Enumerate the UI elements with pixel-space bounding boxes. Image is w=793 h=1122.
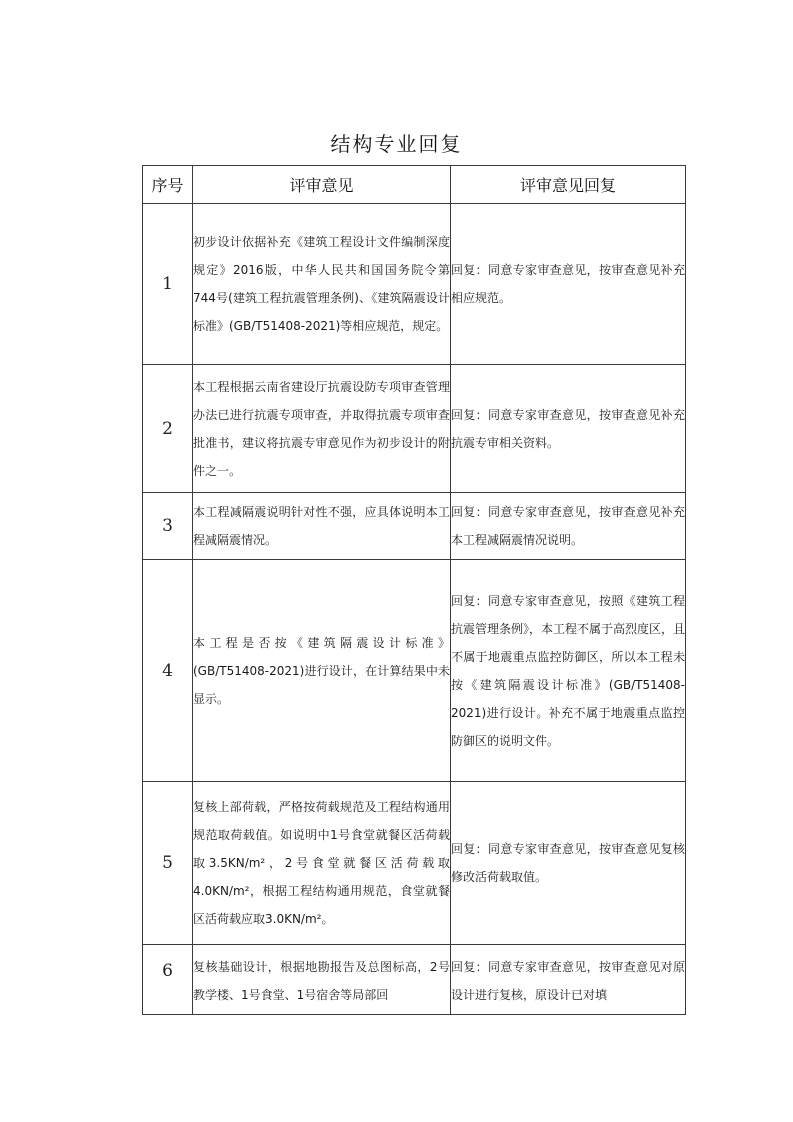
table-row xyxy=(143,204,686,365)
page-title: 结构专业回复 xyxy=(330,132,463,156)
row-opinion: 复核上部荷载，严格按荷载规范及工程结构通用规范取荷载值。如说明中1号食堂就餐区活荷载取3.5KN/m²，2号食堂就餐区活荷载取4.0KN/m²，根据工程结构通用规范，食堂就餐区活荷载应取3.0KN/m²。 xyxy=(193,782,451,945)
row-reply: 回复：同意专家审查意见，按审查意见补充抗震专审相关资料。 xyxy=(451,365,686,493)
table-row xyxy=(143,945,686,1015)
header-reply: 评审意见回复 xyxy=(451,166,686,204)
header-opinion: 评审意见 xyxy=(193,166,451,204)
row-number: 1 xyxy=(143,204,193,365)
row-number: 4 xyxy=(143,560,193,782)
table-row xyxy=(143,560,686,782)
row-reply: 回复：同意专家审查意见，按审查意见对原设计进行复核，原设计已对填 xyxy=(451,945,686,1015)
review-table xyxy=(142,165,686,1015)
row-opinion: 初步设计依据补充《建筑工程设计文件编制深度规定》2016版，中华人民共和国国务院令第744号(建筑工程抗震管理条例)、《建筑隔震设计标准》(GB/T51408-2021)等相应规范，规定。 xyxy=(193,204,451,365)
row-reply: 回复：同意专家审查意见，按审查意见补充相应规范。 xyxy=(451,204,686,365)
row-reply: 回复：同意专家审查意见，按审查意见补充本工程减隔震情况说明。 xyxy=(451,493,686,560)
row-number: 2 xyxy=(143,365,193,493)
row-reply: 回复：同意专家审查意见，按照《建筑工程抗震管理条例》，本工程不属于高烈度区，且不属于地震重点监控防御区，所以本工程未按《建筑隔震设计标准》(GB/T51408-2021)进行设计。补充不属于地震重点监控防御区的说明文件。 xyxy=(451,560,686,782)
table-row xyxy=(143,782,686,945)
row-opinion: 本工程是否按《建筑隔震设计标准》(GB/T51408-2021)进行设计，在计算结果中未显示。 xyxy=(193,560,451,782)
row-opinion: 本工程根据云南省建设厅抗震设防专项审查管理办法已进行抗震专项审查，并取得抗震专项审查批准书，建议将抗震专审意见作为初步设计的附件之一。 xyxy=(193,365,451,493)
row-number: 3 xyxy=(143,493,193,560)
table-row xyxy=(143,365,686,493)
row-opinion: 复核基础设计，根据地勘报告及总图标高，2号教学楼、1号食堂、1号宿舍等局部回 xyxy=(193,945,451,1015)
row-number: 5 xyxy=(143,782,193,945)
header-number: 序号 xyxy=(143,166,193,204)
table-row xyxy=(143,493,686,560)
row-opinion: 本工程减隔震说明针对性不强，应具体说明本工程减隔震情况。 xyxy=(193,493,451,560)
row-number: 6 xyxy=(143,945,193,1015)
row-reply: 回复：同意专家审查意见，按审查意见复核修改活荷载取值。 xyxy=(451,782,686,945)
table-header-row xyxy=(143,166,686,204)
